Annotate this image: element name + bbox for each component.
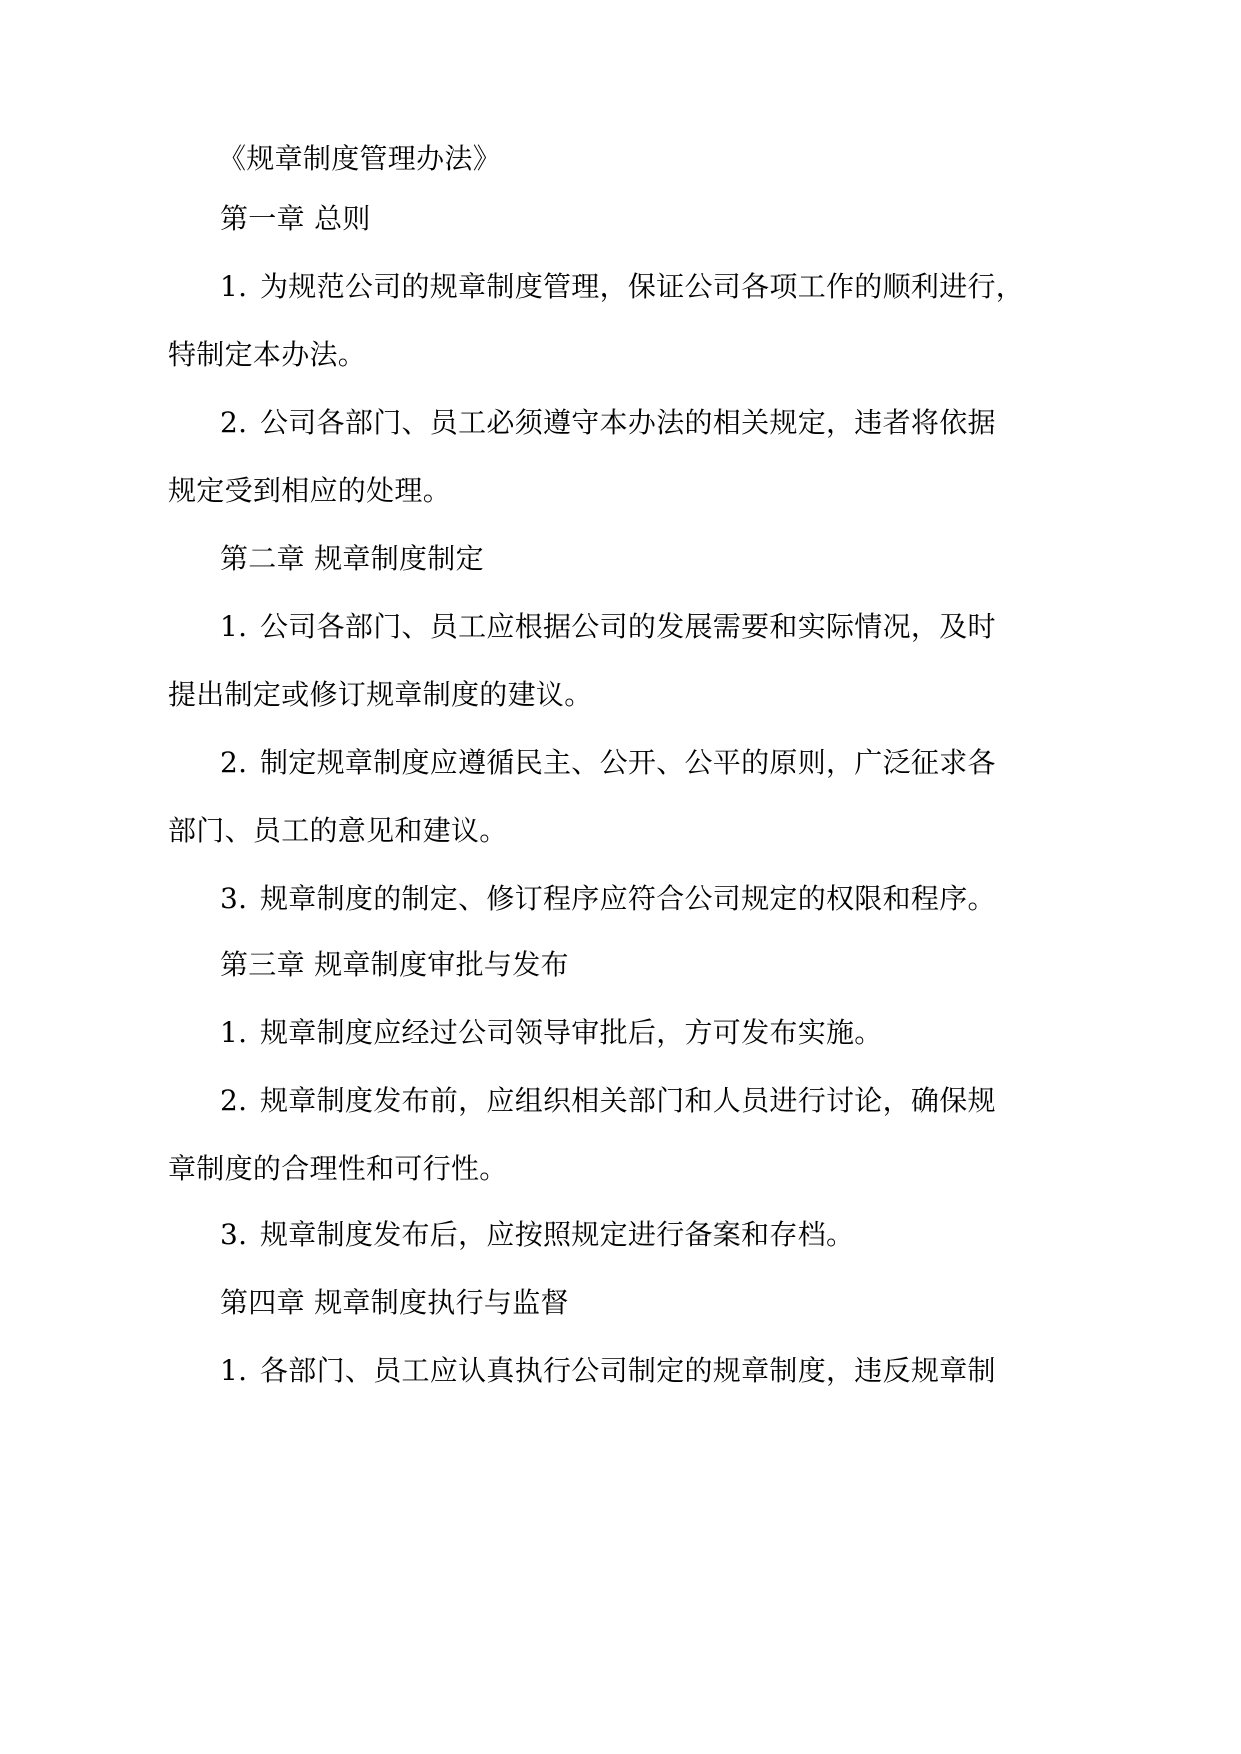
continuation-line (168, 678, 593, 712)
chapter-heading-text: 第一章 总则 (220, 202, 371, 235)
chapter-heading (220, 948, 569, 982)
continuation-line (168, 814, 508, 848)
item-text: 规章制度发布后，应按照规定进行备案和存档。 (260, 1218, 855, 1251)
chapter-heading-text: 第三章 规章制度审批与发布 (220, 948, 569, 981)
item-number: 1. (220, 610, 248, 643)
item-number: 1. (220, 270, 248, 303)
continuation-text: 特制定本办法。 (168, 338, 367, 371)
continuation-text: 提出制定或修订规章制度的建议。 (168, 678, 593, 711)
numbered-item (220, 406, 996, 440)
numbered-item (220, 882, 996, 916)
continuation-line (168, 474, 451, 508)
numbered-item (220, 270, 1024, 304)
item-number: 1. (220, 1016, 248, 1049)
continuation-text: 章制度的合理性和可行性。 (168, 1152, 508, 1185)
chapter-heading (220, 542, 484, 576)
item-text: 公司各部门、员工必须遵守本办法的相关规定，违者将依据 (260, 406, 996, 439)
item-text: 为规范公司的规章制度管理，保证公司各项工作的顺利进行， (260, 270, 1025, 303)
numbered-item (220, 610, 996, 644)
item-text: 规章制度应经过公司领导审批后，方可发布实施。 (260, 1016, 883, 1049)
item-text: 制定规章制度应遵循民主、公开、公平的原则，广泛征求各 (260, 746, 996, 779)
item-number: 2. (220, 406, 248, 439)
chapter-heading-text: 第二章 规章制度制定 (220, 542, 484, 575)
continuation-line (168, 1152, 508, 1186)
numbered-item (220, 1218, 854, 1252)
item-number: 3. (220, 1218, 248, 1251)
item-number: 2. (220, 1084, 248, 1117)
chapter-heading (220, 1286, 569, 1320)
continuation-text: 部门、员工的意见和建议。 (168, 814, 508, 847)
continuation-text: 规定受到相应的处理。 (168, 474, 452, 507)
numbered-item (220, 1016, 883, 1050)
chapter-heading-text: 第四章 规章制度执行与监督 (220, 1286, 569, 1319)
document-title: 《规章制度管理办法》 (218, 142, 502, 175)
chapter-heading (220, 202, 371, 236)
item-number: 1. (220, 1354, 248, 1387)
item-number: 2. (220, 746, 248, 779)
item-number: 3. (220, 882, 248, 915)
item-text: 规章制度发布前，应组织相关部门和人员进行讨论，确保规 (260, 1084, 996, 1117)
item-text: 各部门、员工应认真执行公司制定的规章制度，违反规章制 (260, 1354, 996, 1387)
item-text: 公司各部门、员工应根据公司的发展需要和实际情况，及时 (260, 610, 996, 643)
numbered-item (220, 746, 996, 780)
continuation-line (168, 338, 366, 372)
item-text: 规章制度的制定、修订程序应符合公司规定的权限和程序。 (260, 882, 996, 915)
numbered-item (220, 1354, 996, 1388)
numbered-item (220, 1084, 996, 1118)
